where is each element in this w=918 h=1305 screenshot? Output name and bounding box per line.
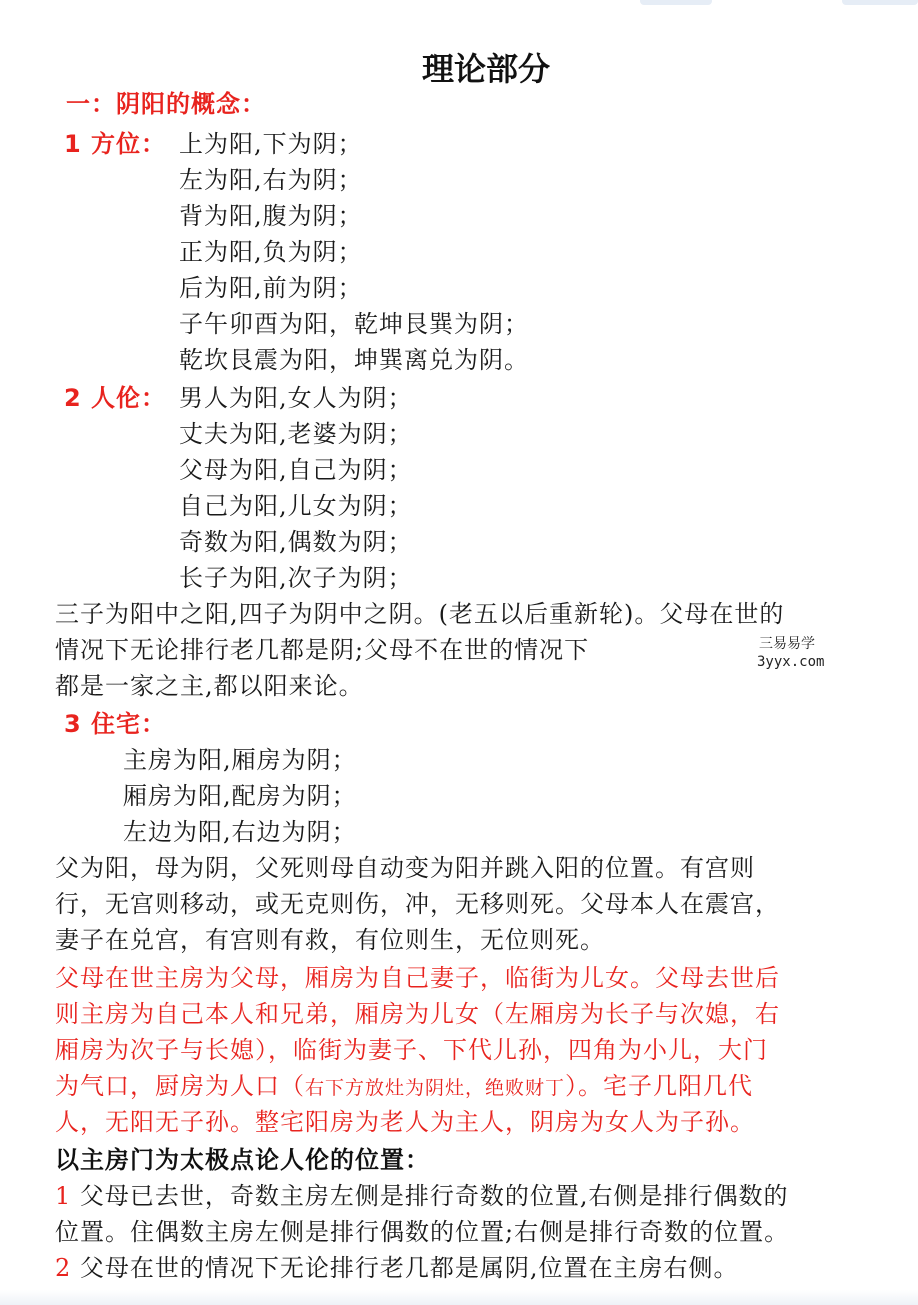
red-small-note: 右下方放灶为阴灶，绝败财丁: [305, 1077, 566, 1099]
watermark-line: 三易易学: [759, 636, 815, 652]
paragraph-line: 妻子在兑宫，有宫则有救，有位则生，无位则死。: [55, 926, 605, 954]
paragraph-line: 位置。住偶数主房左侧是排行偶数的位置;右侧是排行奇数的位置。: [55, 1218, 790, 1246]
item-label-relations: 2 人伦：: [64, 384, 167, 412]
page-bottom-edge: [0, 1290, 918, 1305]
paragraph-line: [55, 1250, 739, 1286]
red-text: ）。宅子几阳几代: [565, 1072, 754, 1100]
text-line: 长子为阳,次子为阴；: [179, 564, 413, 592]
page-title: 理论部分: [421, 50, 550, 88]
paragraph-text: 父母在世的情况下无论排行老几都是属阴,位置在主房右侧。: [79, 1254, 739, 1282]
text-line: 上为阳,下为阴；: [179, 130, 363, 158]
red-paragraph-line: 人，无阳无子孙。整宅阳房为老人为主人，阴房为女人为子孙。: [55, 1108, 755, 1136]
red-paragraph-line: 厢房为次子与长媳），临街为妻子、下代儿孙，四角为小儿，大门: [55, 1036, 768, 1064]
watermark: [661, 628, 918, 686]
text-line: 丈夫为阳,老婆为阴；: [179, 420, 413, 448]
text-line: 厢房为阳,配房为阴；: [123, 782, 357, 810]
text-line: 正为阳,负为阴；: [179, 238, 363, 266]
text-line: 自己为阳,儿女为阴；: [179, 492, 413, 520]
paragraph-line: 情况下无论排行老几都是阴;父母不在世的情况下: [55, 636, 590, 664]
item-label-residence: 3 住宅：: [64, 710, 167, 738]
text-line: 后为阳,前为阴；: [179, 274, 363, 302]
paragraph-line: 都是一家之主,都以阳来论。: [55, 672, 364, 700]
red-paragraph-line: [55, 1068, 753, 1106]
paragraph-line: 三子为阳中之阳,四子为阴中之阴。(老五以后重新轮)。父母在世的: [55, 600, 785, 628]
item-label-direction: 1 方位：: [64, 130, 167, 158]
red-paragraph-line: 父母在世主房为父母，厢房为自己妻子，临街为儿女。父母去世后: [55, 964, 780, 992]
watermark-url: 3yyx.com: [757, 654, 825, 670]
text-line: 主房为阳,厢房为阴；: [123, 746, 357, 774]
paragraph-line: 行，无宫则移动，或无克则伤，冲，无移则死。父母本人在震宫，: [55, 890, 780, 918]
text-line: 男人为阳,女人为阴；: [179, 384, 413, 412]
text-line: 子午卯酉为阳，乾坤艮巽为阴；: [179, 310, 529, 338]
text-line: 乾坎艮震为阳，坤巽离兑为阴。: [179, 346, 529, 374]
text-line: 父母为阳,自己为阴；: [179, 456, 413, 484]
text-line: 左边为阳,右边为阴；: [123, 818, 357, 846]
paragraph-text: 父母已去世，奇数主房左侧是排行奇数的位置,右侧是排行偶数的: [79, 1182, 789, 1210]
section-heading: 以主房门为太极点论人伦的位置：: [55, 1146, 430, 1174]
paragraph-line: 父为阳，母为阴，父死则母自动变为阳并跳入阳的位置。有宫则: [55, 854, 755, 882]
section-heading: 一：阴阳的概念：: [66, 90, 266, 118]
text-line: 奇数为阳,偶数为阴；: [179, 528, 413, 556]
red-text: 为气口，厨房为人口（: [55, 1072, 305, 1100]
paragraph-line: [55, 1178, 789, 1214]
text-line: 背为阳,腹为阴；: [179, 202, 363, 230]
list-number: 2: [55, 1254, 72, 1282]
red-paragraph-line: 则主房为自己本人和兄弟，厢房为儿女（左厢房为长子与次媳，右: [55, 1000, 780, 1028]
list-number: 1: [55, 1182, 72, 1210]
text-line: 左为阳,右为阴；: [179, 166, 363, 194]
